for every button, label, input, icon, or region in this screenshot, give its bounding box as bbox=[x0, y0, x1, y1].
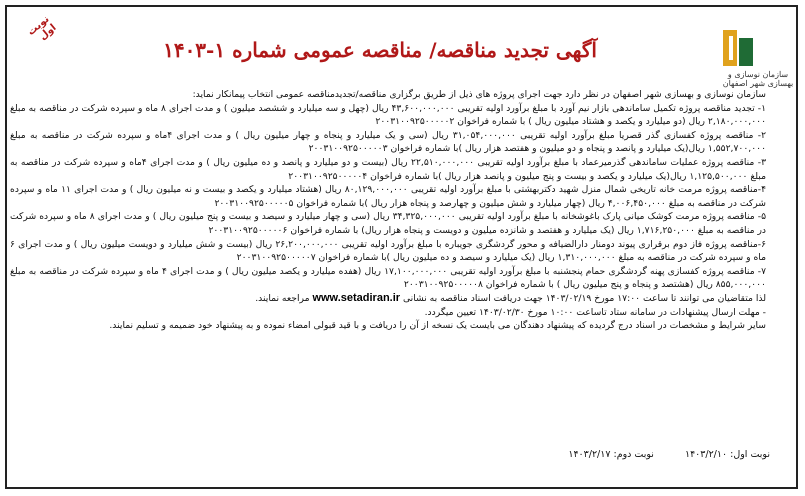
list-item: ۷- مناقصه پروژه کفسازی پهنه گردشگری حمام پنجشنبه با مبلغ برآورد اولیه تقریبی ۱۷,۱۰۰,۰۰۰,۰۰۰ ریال (هفده میلیارد و یکصد میلیون ریال ) و مدت اجرای ۴ ماه و سپرده شرکت در مناقصه به مبلغ ۸۵۵,۰۰۰,۰۰۰ ریال (هشتصد و پنجاه و پنج میلیون ریال ) با شماره فراخوان ۲۰۰۳۱۰۰۹۲۵۰۰۰۰۰۸ bbox=[10, 265, 766, 291]
first-notice-date: نوبت اول: ۱۴۰۳/۲/۱۰ bbox=[684, 449, 770, 460]
list-item: ۶-مناقصه پروژه فاز دوم برقراری پیوند دومنار دارالضیافه و محور گردشگری جویباره با مبلغ برآورد اولیه تقریبی ۲۶,۲۰۰,۰۰۰,۰۰۰ ریال (بیست و شش میلیارد و دویست میلیون ریال ) و مدت اجرای ۶ ماه و سپرده شرکت در مناقصه به مبلغ ۱,۳۱۰,۰۰۰,۰۰۰ ریال (یک میلیارد و سیصد و ده میلیون ریال )با شماره فراخوان ۲۰۰۳۱۰۰۹۲۵۰۰۰۰۰۷ bbox=[10, 238, 766, 264]
list-item: ۳- مناقصه پروژه عملیات ساماندهی گذرمیرعماد با مبلغ برآورد اولیه تقریبی ۲۲,۵۱۰,۰۰۰,۰۰۰ ریال (بیست و دو میلیارد و پانصد و ده میلیون ریال ) و مدت اجرای ۴ماه و سپرده شرکت در مناقصه به مبلغ ۱,۱۲۵,۵۰۰,۰۰۰ ریال(یک میلیارد و یکصد و بیست و پنج میلیون و پانصد هزار ریال )با شماره فراخوان ۲۰۰۳۱۰۰۹۲۵۰۰۰۰۰۴ bbox=[10, 156, 766, 182]
logo-text: سازمان نوسازی و بهسازی شهر اصفهان bbox=[722, 70, 794, 88]
publication-dates bbox=[290, 449, 770, 460]
notice-title: آگهی تجدید مناقصه/ مناقصه عمومی شماره ۱-۱۴۰۳ bbox=[163, 38, 597, 62]
organization-logo bbox=[719, 30, 797, 92]
second-notice-date: نوبت دوم: ۱۴۰۳/۲/۱۷ bbox=[568, 449, 654, 460]
list-item: ۵- مناقصه پروژه مرمت کوشک میانی پارک باغوشخانه با مبلغ برآورد اولیه تقریبی ۳۴,۳۲۵,۰۰۰,۰۰۰ ریال (سی و چهار میلیارد و سیصد و بیست و پنج میلیون ریال ) و مدت اجرای ۸ ماه و سپرده شرکت در مناقصه به مبلغ ۱,۷۱۶,۲۵۰,۰۰۰ ریال (یک میلیارد و هفتصد و شانزده میلیون و دویست و پنجاه هزار ریال) با شماره فراخوان ۲۰۰۳۱۰۰۹۲۵۰۰۰۰۰۶ bbox=[10, 211, 766, 236]
deadline-paragraph: - مهلت ارسال پیشنهادات در سامانه ستاد تاساعت ۱۰:۰۰ مورخ ۱۴۰۳/۰۲/۳۰ تعیین میگردد. bbox=[424, 306, 766, 318]
first-notice-badge: نوبت اول bbox=[25, 13, 59, 43]
website-link[interactable]: www.setadiran.ir bbox=[312, 291, 401, 304]
conditions-paragraph: سایر شرایط و مشخصات در اسناد درج گردیده که پیشنهاد دهندگان می بایست یک نسخه از آن را دریافت و با قید قبولی امضاء نموده و به پیشنهاد خود ضمیمه و تسلیم نمایند. bbox=[109, 320, 766, 332]
applicants-prefix: لذا متقاضیان می توانند تا ساعت ۱۷:۰۰ مورخ ۱۴۰۳/۰۲/۱۹ جهت دریافت اسناد مناقصه به نشانی bbox=[402, 292, 766, 304]
applicants-suffix: مراجعه نمایند. bbox=[255, 292, 310, 304]
list-item: ۲- مناقصه پروژه کفسازی گذر قصریا مبلغ برآورد اولیه تقریبی ۳۱,۰۵۴,۰۰۰,۰۰۰ ریال (سی و یک میلیارد و پنجاه و چهار میلیون ریال ) و مدت اجرای ۴ماه و سپرده شرکت در مناقصه به مبلغ ۱,۵۵۲,۷۰۰,۰۰۰ ریال(یک میلیارد و پانصد و پنجاه و دو میلیون و هفتصد هزار ریال )با شماره فراخوان ۲۰۰۳۱۰۰۹۲۵۰۰۰۰۰۳ bbox=[10, 129, 767, 155]
list-item: ۴-مناقصه پروژه مرمت خانه تاریخی شمال منزل شهید دکتربهشتی با مبلغ برآورد اولیه تقریبی ۸۰,۱۲۹,۰۰۰,۰۰۰ ریال (هشتاد میلیارد و یکصد و بیست و نه میلیون ریال ) و مدت اجرای ۱۱ ماه و سپرده شرکت در مناقصه به مبلغ ۴,۰۰۶,۴۵۰,۰۰۰ ریال (چهار میلیارد و شش میلیون و چهارصد و پنجاه هزار ریال )با شماره فراخوان ۲۰۰۳۱۰۰۹۲۵۰۰۰۰۰۵ bbox=[10, 184, 766, 209]
notice-body bbox=[10, 88, 766, 333]
list-item: ۱- تجدید مناقصه پروژه تکمیل ساماندهی بازار نیم آورد با مبلغ برآورد اولیه تقریبی ۴۳,۶۰۰,۰۰۰,۰۰۰ ریال (چهل و سه میلیارد و ششصد میلیون ) و مدت اجرای ۸ ماه و سپرده شرکت در مناقصه به مبلغ ۲,۱۸۰,۰۰۰,۰۰۰ ریال (دو میلیارد و یکصد و هشتاد میلیون ریال ) با شماره فراخوان ۲۰۰۳۱۰۰۹۲۵۰۰۰۰۰۲ bbox=[10, 102, 767, 128]
logo-mark-icon bbox=[723, 30, 757, 66]
intro-paragraph: سازمان نوسازی و بهسازی شهر اصفهان در نظر دارد جهت اجرای پروژه های ذیل از طریق برگزاری مناقصه/تجدیدمناقصه عمومی انتخاب پیمانکار نماید: bbox=[192, 89, 766, 100]
applicants-paragraph bbox=[10, 292, 766, 306]
